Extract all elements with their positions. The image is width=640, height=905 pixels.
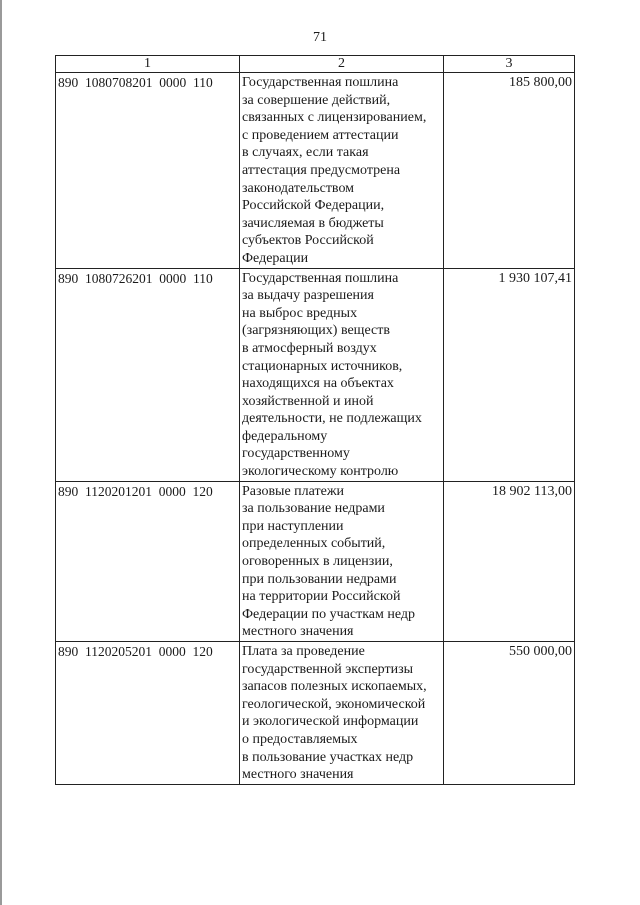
column-header-description: 2 (240, 56, 444, 73)
table-row (56, 642, 575, 785)
row-code: 890 1120201201 0000 120 (56, 481, 240, 641)
row-code: 890 1120205201 0000 120 (56, 642, 240, 785)
table-row (56, 268, 575, 481)
row-description: Государственная пошлина за выдачу разрешения на выброс вредных (загрязняющих) веществ в атмосферный воздух стационарных источников, находящихся на объектах хозяйственной и иной деятельности, не подлежащих федеральному государственному экологическому контролю (240, 268, 444, 481)
row-amount: 185 800,00 (444, 73, 575, 269)
row-description: Разовые платежи за пользование недрами при наступлении определенных событий, оговоренных в лицензии, при пользовании недрами на территории Российской Федерации по участкам недр местного значения (240, 481, 444, 641)
row-description: Государственная пошлина за совершение действий, связанных с лицензированием, с проведением аттестации в случаях, если такая аттестация предусмотрена законодательством Российской Федерации, зачисляемая в бюджеты субъектов Российской Федерации (240, 73, 444, 269)
column-header-code: 1 (56, 56, 240, 73)
row-amount: 1 930 107,41 (444, 268, 575, 481)
column-header-amount: 3 (444, 56, 575, 73)
row-amount: 18 902 113,00 (444, 481, 575, 641)
table-row (56, 73, 575, 269)
row-code: 890 1080708201 0000 110 (56, 73, 240, 269)
budget-table (55, 55, 575, 785)
page-edge (0, 0, 2, 905)
row-description: Плата за проведение государственной экспертизы запасов полезных ископаемых, геологической, экономической и экологической информации о предоставляемых в пользование участках недр местного значения (240, 642, 444, 785)
row-code: 890 1080726201 0000 110 (56, 268, 240, 481)
table-header-row (56, 56, 575, 73)
page-number: 71 (313, 30, 327, 45)
row-amount: 550 000,00 (444, 642, 575, 785)
table-row (56, 481, 575, 641)
